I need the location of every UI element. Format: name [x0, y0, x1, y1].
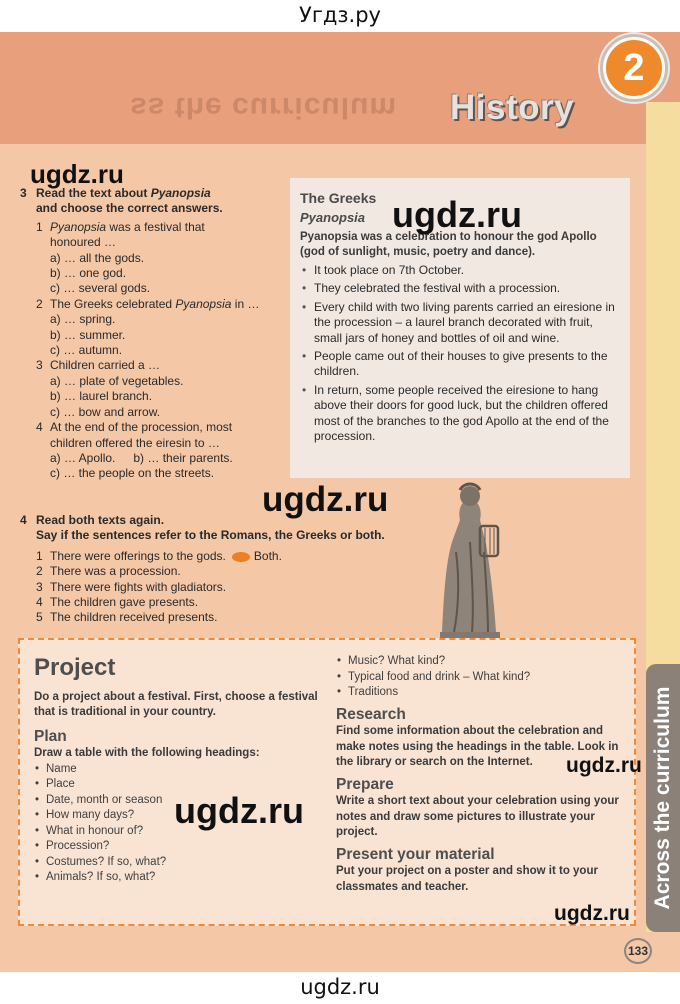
- page-number: 133: [624, 938, 652, 964]
- answer-option: b) … one god.: [50, 266, 127, 281]
- present-heading: Present your material: [336, 845, 495, 863]
- site-footer-label: ugdz.ru: [300, 975, 380, 999]
- unit-badge: [600, 34, 668, 102]
- plan-heading-item: • Animals? If so, what?: [34, 870, 324, 886]
- sentence-number: 5: [36, 610, 43, 625]
- answer-option: b) … their parents.: [133, 450, 233, 465]
- question-line: [20, 420, 285, 435]
- site-header-label: Угдз.ру: [299, 3, 381, 27]
- question-number: 1: [36, 219, 43, 234]
- project-title: Project: [34, 654, 116, 681]
- sentence-text: There were fights with gladiators.: [50, 579, 227, 594]
- greeks-bullets: [300, 263, 620, 444]
- plan-heading-item: • Date, month or season: [34, 793, 324, 809]
- task-4-instruction-2: Say if the sentences refer to the Romans, the Greeks or both.: [36, 528, 385, 543]
- watermark: ugdz.ru: [392, 194, 522, 235]
- answer-option: c) … the people on the streets.: [50, 466, 215, 481]
- sentence-item: [20, 564, 440, 579]
- side-tab-label: Across the curriculum: [651, 686, 674, 910]
- greeks-title: The Greeks: [300, 190, 377, 206]
- project-intro: Do a project about a festival. First, choose a festival that is traditional in your country.: [34, 690, 318, 718]
- sentence-number: 1: [36, 548, 43, 563]
- plan-heading-item: • Typical food and drink – What kind?: [336, 670, 622, 686]
- question-line: [20, 297, 285, 312]
- prepare-text: Write a short text about your celebration using your notes and draw some pictures to illustrate your project.: [336, 795, 619, 838]
- prepare-heading: Prepare: [336, 775, 394, 793]
- plan-heading-item: • What in honour of?: [34, 824, 324, 840]
- sentence-text: The children received presents.: [50, 610, 218, 625]
- greeks-bullet: • In return, some people received the eiresione to hang above their doors for good luck, but the children offered most of the branches to the god Apollo at the end of the procession.: [300, 383, 620, 445]
- watermark: ugdz.ru: [174, 790, 304, 831]
- research-text: Find some information about the celebration and make notes using the headings in the table. Look in the library or search on the Internet.: [336, 725, 619, 768]
- answer-option: b) … laurel branch.: [50, 389, 153, 404]
- question-line: [20, 436, 285, 451]
- question-text: children offered the eiresin to …: [50, 435, 220, 450]
- answer-option: a) … all the gods.: [50, 250, 145, 265]
- header-ghost-text: ss the curriculum: [130, 91, 398, 124]
- sentence-item: [20, 595, 440, 610]
- question-text: honoured …: [50, 235, 117, 250]
- project-box: [18, 638, 636, 926]
- plan-heading-item: • Place: [34, 777, 324, 793]
- question-text: The Greeks celebrated Pyanopsia in …: [50, 296, 260, 311]
- question-number: 4: [36, 420, 43, 435]
- answer-option: c) … bow and arrow.: [50, 404, 161, 419]
- sentence-text: There were offerings to the gods.: [50, 548, 226, 563]
- plan-heading-item: • How many days?: [34, 808, 324, 824]
- plan-heading-item: • Traditions: [336, 685, 622, 701]
- plan-headings-list-cont: [336, 654, 622, 701]
- watermark: ugdz.ru: [262, 480, 389, 519]
- question-text: Pyanopsia was a festival that: [50, 219, 205, 234]
- greeks-bullet: • They celebrated the festival with a procession.: [300, 281, 620, 296]
- project-left-column: [34, 654, 324, 886]
- sentence-number: 2: [36, 564, 43, 579]
- plan-heading-item: • Music? What kind?: [336, 654, 622, 670]
- question-line: [20, 220, 285, 235]
- section-title: History: [450, 88, 575, 127]
- task-4-items: [20, 549, 440, 626]
- task-4: [20, 513, 440, 626]
- watermark: ugdz.ru: [30, 159, 124, 189]
- question-line: [20, 358, 285, 373]
- task-4-instruction: 4 Read both texts again.: [20, 513, 165, 527]
- answer-option: a) … spring.: [50, 312, 116, 327]
- task-3-questions: [20, 220, 285, 482]
- speech-bubble-icon: [232, 552, 250, 562]
- answer-option: a) … plate of vegetables.: [50, 373, 184, 388]
- sentence-item: [20, 549, 440, 564]
- task-3-instruction-2: and choose the correct answers.: [36, 201, 223, 216]
- question-number: 2: [36, 296, 43, 311]
- plan-heading: Plan: [34, 727, 67, 745]
- question-text: At the end of the procession, most: [50, 420, 233, 435]
- present-text: Put your project on a poster and show it to your classmates and teacher.: [336, 865, 598, 893]
- watermark: ugdz.ru: [554, 902, 630, 925]
- unit-number: 2: [606, 40, 662, 96]
- greeks-subtitle: Pyanopsia: [300, 210, 366, 225]
- question-text: Children carried a …: [50, 358, 161, 373]
- plan-heading-item: • Costumes? If so, what?: [34, 855, 324, 871]
- question-number: 3: [36, 358, 43, 373]
- watermark: ugdz.ru: [566, 754, 642, 777]
- plan-text: Draw a table with the following headings:: [34, 747, 260, 759]
- greeks-bullet: • Every child with two living parents carried an eiresione in the procession – a laurel branch decorated with fruit, small jars of honey and bottles of oil and wine.: [300, 300, 620, 346]
- plan-heading-item: • Procession?: [34, 839, 324, 855]
- question-line: [20, 235, 285, 250]
- sentence-text: There was a procession.: [50, 564, 181, 579]
- greeks-bullet: • It took place on 7th October.: [300, 263, 620, 278]
- greeks-intro: Pyanopsia was a celebration to honour the god Apollo (god of sunlight, music, poetry and dance).: [300, 231, 597, 258]
- answer-option: b) … summer.: [50, 327, 126, 342]
- sentence-text: The children gave presents.: [50, 595, 199, 610]
- answer-option: c) … autumn.: [50, 343, 123, 358]
- sentence-number: 3: [36, 579, 43, 594]
- answer-option: a) … Apollo.: [50, 450, 116, 465]
- answer-options-row: [20, 451, 285, 466]
- plan-heading-item: • Name: [34, 762, 324, 778]
- sentence-item: [20, 580, 440, 595]
- task-3-instruction: 3 Read the text about Pyanopsia: [20, 186, 211, 200]
- sentence-item: [20, 610, 440, 625]
- research-heading: Research: [336, 705, 406, 723]
- apollo-statue-illustration: [430, 482, 510, 654]
- side-tab: [646, 664, 680, 932]
- example-answer: Both.: [253, 548, 282, 563]
- page-header-band: [0, 32, 680, 144]
- task-3: [20, 186, 285, 482]
- greeks-bullet: • People came out of their houses to give presents to the children.: [300, 349, 620, 380]
- answer-option: c) … several gods.: [50, 281, 151, 296]
- sentence-number: 4: [36, 595, 43, 610]
